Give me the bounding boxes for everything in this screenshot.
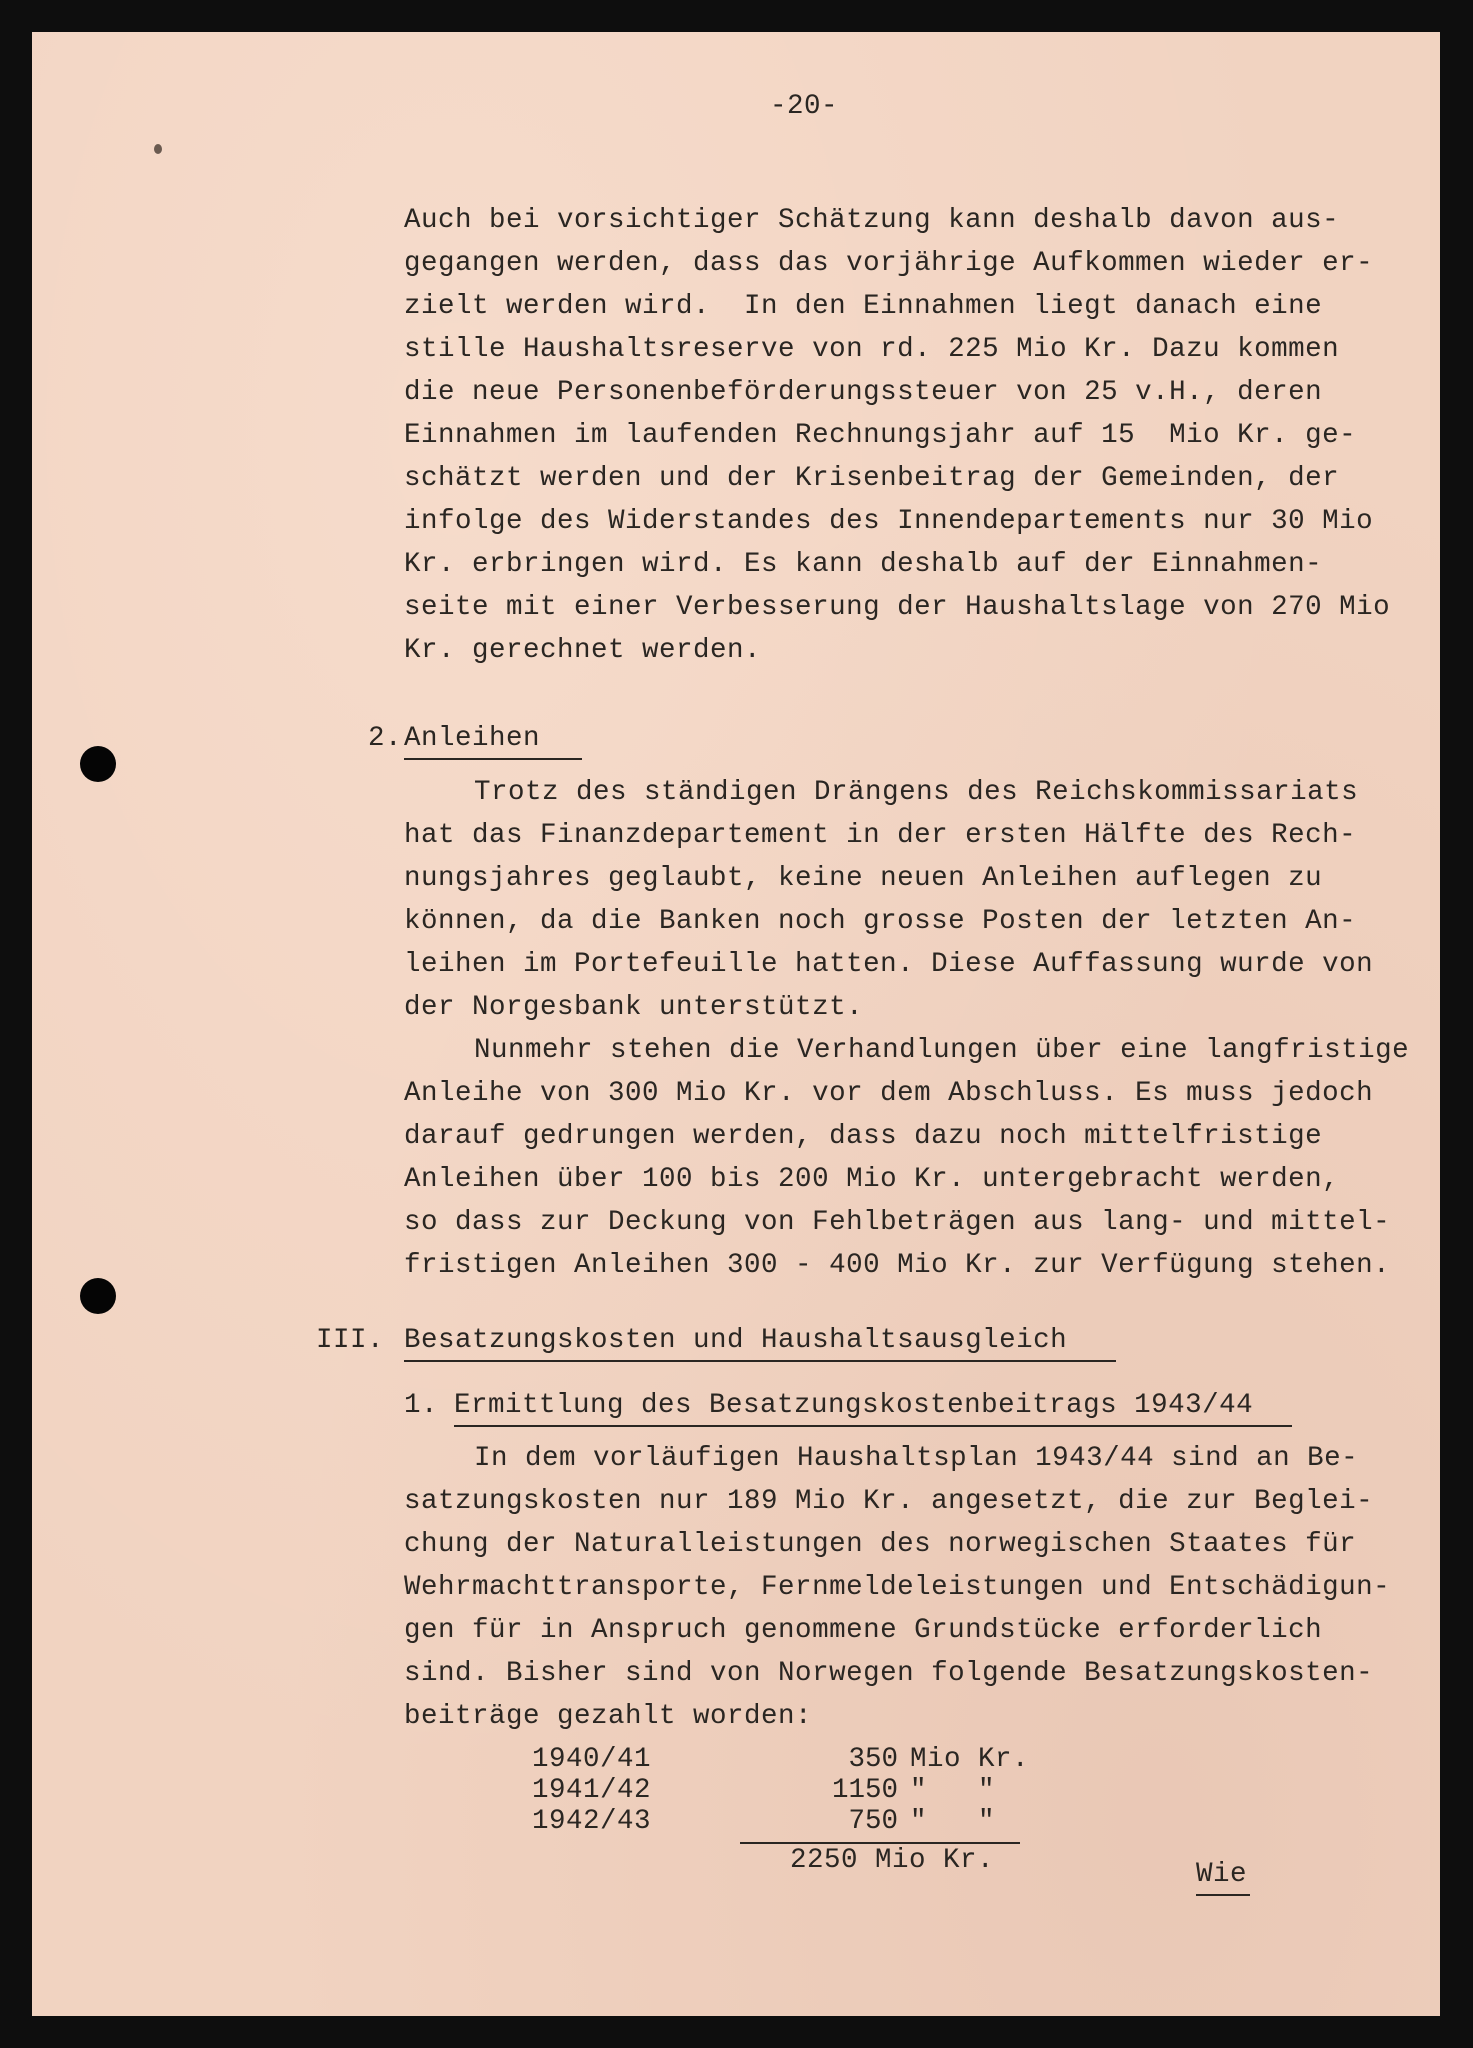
- text-line: hat das Finanzdepartement in der ersten Hälfte des Rech-: [404, 820, 1357, 851]
- payments-total: 2250 Mio Kr.: [790, 1845, 995, 1876]
- payment-unit: Mio Kr.: [910, 1744, 1030, 1775]
- punch-hole-top: [80, 746, 116, 782]
- catchword: Wie: [1196, 1859, 1248, 1890]
- text-line: darauf gedrungen werden, dass dazu noch mittelfristige: [404, 1121, 1323, 1152]
- text-line: die neue Personenbeförderungssteuer von 25 v.H., deren: [404, 377, 1323, 408]
- section-3-number: III.: [316, 1325, 385, 1356]
- text-line: Auch bei vorsichtiger Schätzung kann deshalb davon aus-: [404, 205, 1340, 236]
- paper-speck: [154, 144, 162, 154]
- section-2-underline: [404, 758, 582, 760]
- page-number: -20-: [770, 91, 839, 122]
- sum-line: [740, 1842, 1020, 1844]
- subsection-1-underline: [454, 1425, 1292, 1427]
- payment-year: 1940/41: [532, 1744, 652, 1775]
- subsection-1-number: 1.: [404, 1390, 439, 1421]
- text-line: so dass zur Deckung von Fehlbeträgen aus lang- und mittel-: [404, 1207, 1391, 1238]
- text-line: fristigen Anleihen 300 - 400 Mio Kr. zur Verfügung stehen.: [404, 1250, 1391, 1281]
- punch-hole-bottom: [80, 1278, 116, 1314]
- text-line: Einnahmen im laufenden Rechnungsjahr auf 15 Mio Kr. ge-: [404, 420, 1357, 451]
- text-line: satzungskosten nur 189 Mio Kr. angesetzt, die zur Beglei-: [404, 1486, 1374, 1517]
- text-line: beiträge gezahlt worden:: [404, 1701, 813, 1732]
- section-2-number: 2.: [368, 723, 403, 754]
- text-line: Kr. erbringen wird. Es kann deshalb auf der Einnahmen-: [404, 549, 1323, 580]
- text-line: sind. Bisher sind von Norwegen folgende Besatzungskosten-: [404, 1658, 1374, 1689]
- text-line: In dem vorläufigen Haushaltsplan 1943/44 sind an Be-: [474, 1443, 1359, 1474]
- text-line: chung der Naturalleistungen des norwegischen Staates für: [404, 1529, 1357, 1560]
- text-line: stille Haushaltsreserve von rd. 225 Mio Kr. Dazu kommen: [404, 334, 1340, 365]
- payment-amount: 1150: [831, 1775, 898, 1806]
- section-3-title: Besatzungskosten und Haushaltsausgleich: [404, 1325, 1068, 1356]
- text-line: Nunmehr stehen die Verhandlungen über eine langfristige: [474, 1035, 1410, 1066]
- payment-year: 1941/42: [532, 1775, 652, 1806]
- text-line: Anleihe von 300 Mio Kr. vor dem Abschluss. Es muss jedoch: [404, 1078, 1374, 1109]
- text-line: nungsjahres geglaubt, keine neuen Anleihen auflegen zu: [404, 863, 1323, 894]
- text-line: können, da die Banken noch grosse Posten der letzten An-: [404, 906, 1357, 937]
- text-line: zielt werden wird. In den Einnahmen liegt danach eine: [404, 291, 1323, 322]
- document-page: [32, 32, 1440, 2016]
- text-line: infolge des Widerstandes des Innendepartements nur 30 Mio: [404, 506, 1374, 537]
- text-line: seite mit einer Verbesserung der Haushaltslage von 270 Mio: [404, 592, 1391, 623]
- text-line: leihen im Portefeuille hatten. Diese Auffassung wurde von: [404, 949, 1374, 980]
- text-line: Kr. gerechnet werden.: [404, 635, 762, 666]
- payment-unit: " ": [910, 1775, 996, 1806]
- section-3-underline: [404, 1360, 1116, 1362]
- catchword-underline: [1196, 1894, 1250, 1896]
- text-line: gen für in Anspruch genommene Grundstücke erforderlich: [404, 1615, 1323, 1646]
- payment-amount: 350: [848, 1744, 898, 1775]
- text-line: Anleihen über 100 bis 200 Mio Kr. untergebracht werden,: [404, 1164, 1340, 1195]
- payment-unit: " ": [910, 1806, 996, 1837]
- payment-amount: 750: [848, 1806, 898, 1837]
- text-line: Trotz des ständigen Drängens des Reichskommissariats: [474, 777, 1359, 808]
- text-line: gegangen werden, dass das vorjährige Aufkommen wieder er-: [404, 248, 1374, 279]
- payment-year: 1942/43: [532, 1806, 652, 1837]
- text-line: Wehrmachttransporte, Fernmeldeleistungen und Entschädigun-: [404, 1572, 1391, 1603]
- text-line: der Norgesbank unterstützt.: [404, 992, 864, 1023]
- subsection-1-title: Ermittlung des Besatzungskostenbeitrags 1943/44: [454, 1390, 1254, 1421]
- text-line: schätzt werden und der Krisenbeitrag der Gemeinden, der: [404, 463, 1340, 494]
- section-2-title: Anleihen: [404, 723, 541, 754]
